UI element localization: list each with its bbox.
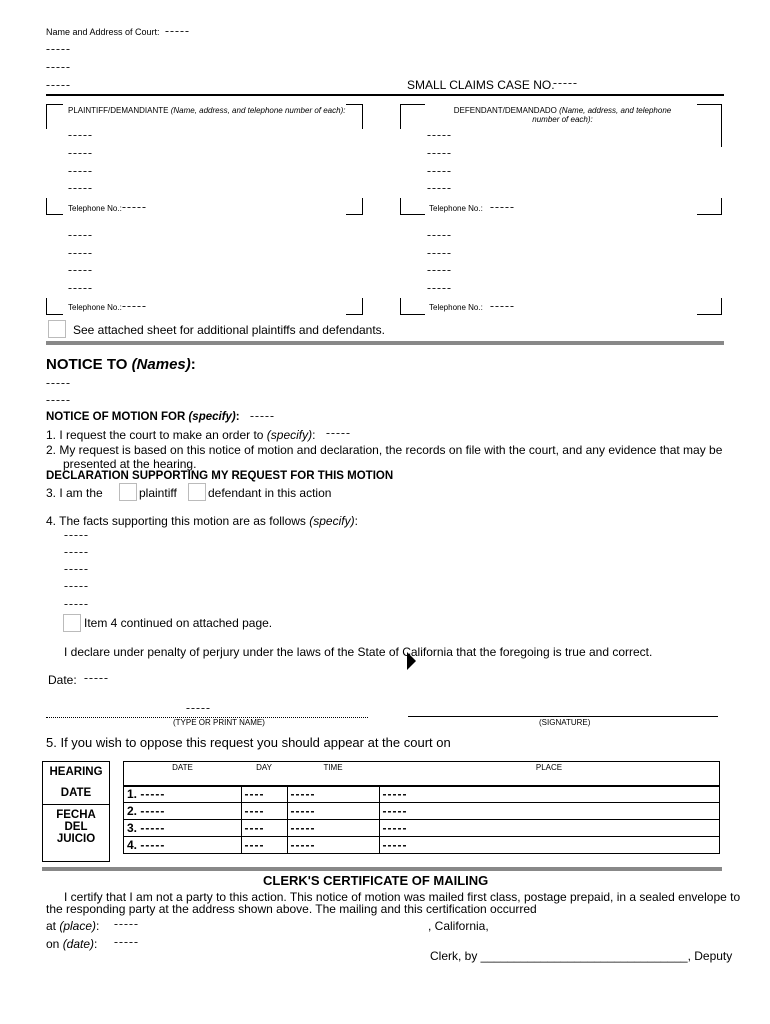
attached-sheet-checkbox[interactable] (48, 320, 66, 338)
motion-for-colon: : (235, 411, 240, 423)
bracket (697, 298, 722, 315)
notice-to-names: (Names) (131, 356, 191, 373)
notice-to-heading (46, 356, 196, 373)
on-date-label: on (date): (46, 937, 98, 951)
court-field-3[interactable]: ----- (46, 62, 71, 72)
defendant-field[interactable]: ----- (427, 265, 452, 275)
facts-field[interactable]: ----- (64, 599, 89, 609)
item4-label (46, 514, 358, 528)
hearing-place-cell[interactable] (379, 786, 720, 803)
plaintiff-tel-label-2: Telephone No.: (68, 303, 122, 312)
motion-for-label (46, 411, 240, 423)
court-label: Name and Address of Court: (46, 27, 160, 37)
bracket (46, 104, 63, 129)
del-word: DEL (64, 821, 88, 833)
bracket (46, 198, 63, 215)
bracket (346, 104, 363, 129)
defendant-field[interactable]: ----- (427, 148, 452, 158)
defendant-tel-field-2[interactable]: ----- (490, 301, 515, 311)
hearing-place-field[interactable]: ----- (382, 838, 408, 852)
item1-colon: : (312, 428, 316, 442)
plaintiff-field[interactable]: ----- (68, 265, 93, 275)
bracket (346, 198, 363, 215)
hearing-time-field[interactable]: ----- (290, 804, 316, 818)
divider (46, 94, 724, 96)
on-text: on (46, 937, 63, 951)
bracket (346, 298, 363, 315)
hearing-word: HEARING (49, 766, 103, 778)
row-number: 4. (127, 838, 141, 852)
hearing-day-field[interactable]: ---- (244, 787, 265, 802)
hearing-date-cell[interactable] (124, 837, 242, 854)
defendant-tel-label: Telephone No.: (429, 204, 483, 213)
hearing-place-cell[interactable] (379, 803, 720, 820)
hearing-time-cell[interactable] (287, 786, 379, 803)
notice-to-field-2[interactable]: ----- (46, 395, 71, 405)
hearing-date-field[interactable]: ----- (140, 787, 166, 802)
plaintiff-field[interactable]: ----- (68, 183, 93, 193)
item1-label (46, 428, 315, 442)
plaintiff-tel-field[interactable]: ----- (122, 202, 147, 212)
item2-line1: 2. My request is based on this notice of motion and declaration, the records on file with the court, and any evidence that may be (46, 443, 723, 457)
hearing-time-cell[interactable] (287, 837, 379, 854)
item4-text: 4. The facts supporting this motion are as follows (46, 514, 310, 528)
header-row (124, 762, 720, 786)
col-day: DAY (256, 763, 272, 772)
bracket (400, 298, 425, 315)
hearing-date-field[interactable]: ----- (140, 804, 166, 818)
place-text: (place) (59, 919, 97, 933)
clerk-by-line: Clerk, by _______________________________, Deputy (430, 949, 733, 963)
defendant-field[interactable]: ----- (427, 248, 452, 258)
hearing-day-cell[interactable] (241, 803, 287, 820)
court-field-2[interactable]: ----- (46, 44, 71, 54)
bracket (697, 198, 722, 215)
at-place-label: at (place): (46, 919, 100, 933)
item1-text: 1. I request the court to make an order to (46, 428, 267, 442)
hearing-date-cell[interactable] (124, 820, 242, 837)
defendant-tel-label-2: Telephone No.: (429, 303, 483, 312)
bracket (400, 104, 425, 129)
divider (46, 341, 724, 345)
defendant-field[interactable]: ----- (427, 166, 452, 176)
attached-sheet-label: See attached sheet for additional plaintiffs and defendants. (73, 323, 386, 337)
hearing-date-field[interactable]: ----- (140, 838, 166, 852)
hearing-place-field[interactable]: ----- (382, 787, 408, 802)
hearing-time-field[interactable]: ----- (290, 787, 316, 802)
defendant-label-text: DEFENDANT/DEMANDADO (453, 106, 557, 115)
item2-line2: presented at the hearing. (63, 457, 197, 471)
date-text: (date) (62, 937, 95, 951)
signature-label: (SIGNATURE) (539, 718, 591, 727)
hearing-row (124, 837, 720, 854)
item4-continued-checkbox[interactable] (63, 614, 81, 632)
hearing-day-cell[interactable] (241, 786, 287, 803)
case-no-label: SMALL CLAIMS CASE NO. (407, 78, 555, 92)
clerk-title: CLERK'S CERTIFICATE OF MAILING (263, 873, 489, 888)
defendant-option-label: defendant in this action (208, 486, 332, 500)
case-no-field[interactable]: ----- (553, 78, 578, 88)
defendant-hint: (Name, address, and telephone number of each): (532, 106, 672, 124)
defendant-label (440, 106, 685, 124)
facts-field[interactable]: ----- (64, 547, 89, 557)
plaintiff-field[interactable]: ----- (68, 283, 93, 293)
bracket (400, 198, 425, 215)
motion-for-specify: (specify) (188, 411, 236, 423)
place-field[interactable]: ----- (114, 919, 139, 929)
defendant-field[interactable]: ----- (427, 283, 452, 293)
hearing-date-field[interactable]: ----- (140, 821, 166, 835)
hearing-time-cell[interactable] (287, 803, 379, 820)
item4-continued-label: Item 4 continued on attached page. (84, 616, 273, 630)
row-number: 3. (127, 821, 141, 835)
bracket (46, 298, 63, 315)
hearing-row (124, 820, 720, 837)
plaintiff-label (68, 106, 345, 115)
hearing-day-cell[interactable] (241, 820, 287, 837)
arrow-icon (407, 652, 416, 670)
date-label: Date: (48, 673, 77, 687)
fecha-word: FECHA (56, 809, 96, 821)
col-place: PLACE (535, 763, 563, 772)
item4-specify: (specify) (309, 514, 355, 528)
defendant-field[interactable]: ----- (427, 183, 452, 193)
defendant-field[interactable]: ----- (427, 230, 452, 240)
date-field[interactable]: ----- (84, 673, 109, 683)
clerk-line2: the responding party at the address shown above. The mailing and this certification occurred (46, 902, 537, 916)
mailing-date-field[interactable]: ----- (114, 937, 139, 947)
plaintiff-field[interactable]: ----- (68, 248, 93, 258)
notice-to-field[interactable]: ----- (46, 378, 71, 388)
divider (42, 867, 722, 871)
plaintiff-label-text: PLAINTIFF/DEMANDIANTE (68, 106, 169, 115)
name-field[interactable]: ----- (186, 703, 211, 713)
plaintiff-field[interactable]: ----- (68, 230, 93, 240)
facts-field[interactable]: ----- (64, 581, 89, 591)
hearing-place-cell[interactable] (379, 837, 720, 854)
perjury-statement: I declare under penalty of perjury under the laws of the State of California that the foregoing is true and correct. (64, 645, 653, 659)
item3-label: 3. I am the (46, 486, 103, 500)
hearing-date-cell[interactable] (124, 803, 242, 820)
hearing-time-field[interactable]: ----- (290, 838, 316, 852)
declaration-heading: DECLARATION SUPPORTING MY REQUEST FOR THIS MOTION (46, 470, 394, 482)
item4-colon: : (354, 514, 358, 528)
col-time: TIME (323, 763, 343, 772)
juicio-word: JUICIO (56, 833, 96, 845)
notice-to-colon: : (190, 356, 196, 373)
notice-to-text: NOTICE TO (46, 356, 132, 373)
plaintiff-field[interactable]: ----- (68, 166, 93, 176)
hearing-date-side-box (42, 761, 110, 862)
hearing-date-cell[interactable] (124, 786, 242, 803)
court-field-4[interactable]: ----- (46, 80, 71, 90)
california-label: , California, (428, 919, 489, 933)
plaintiff-field[interactable]: ----- (68, 130, 93, 140)
defendant-checkbox[interactable] (188, 483, 206, 501)
hearing-time-cell[interactable] (287, 820, 379, 837)
item1-specify: (specify) (266, 428, 313, 442)
hearing-row (124, 803, 720, 820)
plaintiff-tel-label: Telephone No.: (68, 204, 122, 213)
plaintiff-checkbox[interactable] (119, 483, 137, 501)
hearing-place-field[interactable]: ----- (382, 821, 408, 835)
item1-field[interactable]: ----- (326, 428, 351, 438)
plaintiff-tel-field-2[interactable]: ----- (122, 301, 147, 311)
facts-field[interactable]: ----- (64, 530, 89, 540)
court-field[interactable]: ----- (165, 26, 190, 36)
hearing-day-field[interactable]: ---- (244, 804, 265, 818)
item5-label: 5. If you wish to oppose this request you should appear at the court on (46, 735, 451, 750)
plaintiff-field[interactable]: ----- (68, 148, 93, 158)
hearing-day-field[interactable]: ---- (244, 821, 265, 835)
row-number: 2. (127, 804, 141, 818)
facts-field[interactable]: ----- (64, 564, 89, 574)
hearing-time-field[interactable]: ----- (290, 821, 316, 835)
signature-line[interactable] (408, 716, 718, 717)
type-name-label: (TYPE OR PRINT NAME) (173, 718, 265, 727)
plaintiff-hint: (Name, address, and telephone number of each): (170, 106, 346, 115)
motion-for-field[interactable]: ----- (250, 411, 275, 421)
motion-for-text: NOTICE OF MOTION FOR (46, 411, 189, 423)
col-date: DATE (172, 763, 193, 772)
clerk-line1: I certify that I am not a party to this action. This notice of motion was mailed first class, postage prepaid, in a sealed envelope to (64, 890, 741, 904)
hearing-table (123, 761, 720, 854)
bracket (697, 104, 722, 147)
date-word: DATE (43, 787, 109, 805)
defendant-tel-field[interactable]: ----- (490, 202, 515, 212)
at-text: at (46, 919, 60, 933)
hearing-place-field[interactable]: ----- (382, 804, 408, 818)
row-number: 1. (127, 787, 141, 802)
hearing-row (124, 786, 720, 803)
hearing-place-cell[interactable] (379, 820, 720, 837)
plaintiff-option-label: plaintiff (139, 486, 177, 500)
defendant-field[interactable]: ----- (427, 130, 452, 140)
hearing-day-field[interactable]: ---- (244, 838, 265, 852)
hearing-day-cell[interactable] (241, 837, 287, 854)
